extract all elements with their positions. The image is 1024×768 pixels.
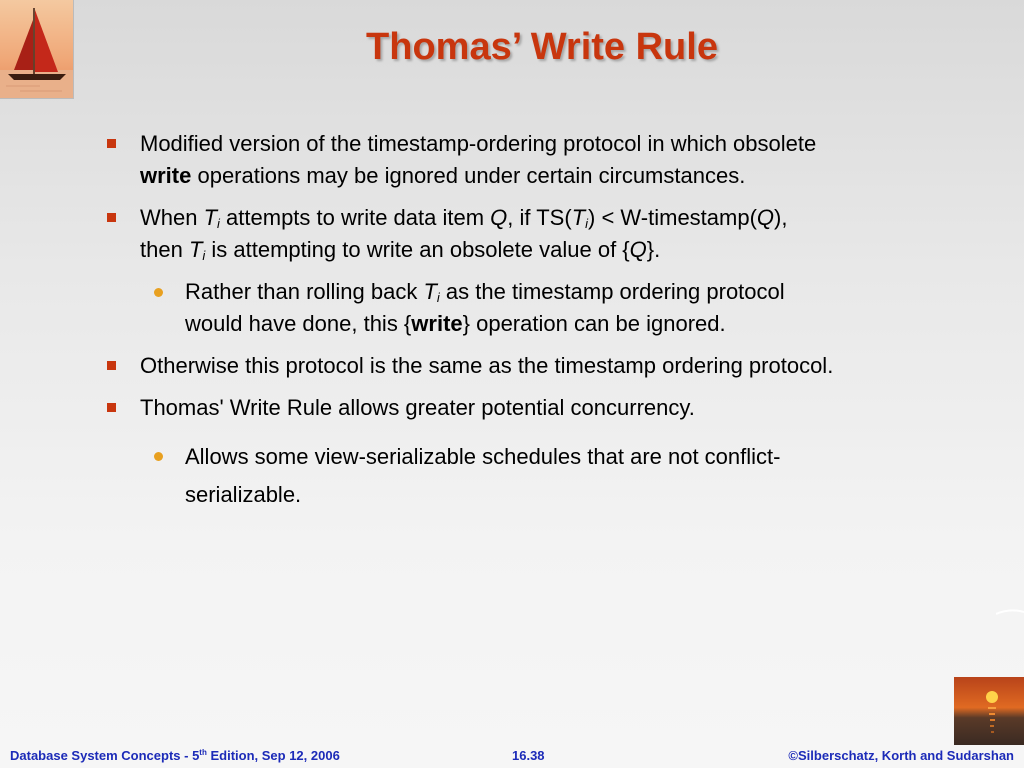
- footer-copyright: ©Silberschatz, Korth and Sudarshan: [788, 748, 1014, 763]
- wave-decoration-icon: [996, 606, 1024, 620]
- bullet-text: would have done, this {: [185, 311, 412, 336]
- bullet-text: Thomas' Write Rule allows greater potential concurrency.: [140, 395, 695, 420]
- math-var: T: [203, 205, 218, 230]
- footer-text: Edition, Sep 12, 2006: [206, 748, 340, 763]
- bullet-text: Rather than rolling back: [185, 279, 424, 304]
- round-bullet-icon: [154, 288, 163, 297]
- math-var: T: [423, 279, 437, 304]
- math-subscript: i: [217, 216, 220, 231]
- square-bullet-icon: [107, 139, 116, 148]
- math-var: T: [571, 205, 586, 230]
- bullet-text: is attempting to write an obsolete value of {: [205, 237, 630, 262]
- math-subscript: i: [436, 290, 440, 305]
- sub-bullet-item: [145, 438, 885, 514]
- bullet-item: [100, 128, 930, 192]
- bullet-text: ),: [774, 205, 788, 230]
- bullet-item: [100, 392, 930, 424]
- slide-footer: [0, 744, 1024, 768]
- bullet-text: attempts to write data item: [219, 205, 491, 230]
- bullet-item: [100, 202, 930, 266]
- footer-text: Database System Concepts - 5: [10, 748, 200, 763]
- square-bullet-icon: [107, 403, 116, 412]
- bullet-text: Modified version of the timestamp-ordering protocol in which obsolete: [140, 131, 817, 156]
- math-var: Q: [629, 237, 647, 262]
- footer-superscript: th: [199, 748, 207, 757]
- square-bullet-icon: [107, 361, 116, 370]
- bullet-text: } operation can be ignored.: [462, 311, 726, 336]
- slide-title: Thomas’ Write Rule: [366, 26, 718, 68]
- bullet-text: as the timestamp ordering protocol: [439, 279, 785, 304]
- bullet-text: }.: [646, 237, 661, 262]
- sub-bullet-item: [145, 276, 930, 340]
- math-var: T: [188, 237, 203, 262]
- round-bullet-icon: [154, 452, 163, 461]
- bullet-text: operations may be ignored under certain circumstances.: [191, 163, 746, 188]
- bullet-bold-text: write: [411, 311, 463, 336]
- math-var: Q: [756, 205, 775, 230]
- math-subscript: i: [585, 216, 589, 231]
- bullet-text: , if TS(: [507, 205, 572, 230]
- bullet-text: Otherwise this protocol is the same as the timestamp ordering protocol.: [140, 353, 834, 378]
- bullet-item: [100, 350, 860, 382]
- footer-page-number: 16.38: [512, 748, 545, 763]
- math-subscript: i: [202, 248, 206, 263]
- square-bullet-icon: [107, 213, 116, 222]
- bullet-text: When: [140, 205, 204, 230]
- bullet-text: Allows some view-serializable schedules that are not conflict-serializable.: [185, 444, 781, 507]
- bullet-text: then: [140, 237, 189, 262]
- sunset-logo-image: [954, 677, 1024, 745]
- slide-content: [100, 128, 930, 524]
- math-var: Q: [490, 205, 508, 230]
- bullet-text: ) < W-timestamp(: [588, 205, 757, 230]
- footer-book-title: [10, 748, 340, 763]
- bullet-bold-text: write: [140, 163, 192, 188]
